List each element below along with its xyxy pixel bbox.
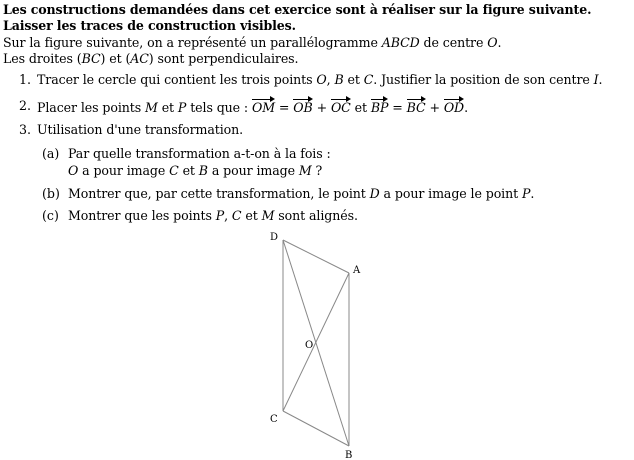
math-p: P [215,208,225,223]
text: . [598,72,603,87]
intro-line-2 [3,51,298,67]
vector-bc: BC [406,100,426,115]
text: Tracer le cercle qui contient les trois points [37,72,317,87]
math-c: C [169,163,179,178]
math-o: O [68,163,79,178]
text: , [326,72,335,87]
label-o: O [305,340,314,351]
math-d: D [369,186,380,201]
question-2-number: 2. [19,98,32,113]
text: , [224,208,232,223]
question-1-text [37,72,602,88]
text: et [157,100,178,115]
text: de centre [419,35,488,50]
vector-od: OD [443,100,465,115]
math-o: O [316,72,327,87]
text: et [241,208,262,223]
math-i: I [593,72,599,87]
text: + [425,100,444,115]
vector-oc: OC [330,100,351,115]
text: . [464,100,468,115]
text: Les droites ( [3,51,82,66]
question-3b-label: (b) [42,186,60,201]
question-3b-text [68,186,534,202]
text: = [275,100,294,115]
text: tels que : [186,100,252,115]
text: Sur la figure suivante, on a représenté un parallélogramme [3,35,382,50]
math-p: P [177,100,187,115]
parallelogram-figure [265,228,375,460]
label-a: A [353,265,361,276]
math-bc: BC [81,51,101,66]
question-3a-label: (a) [42,146,60,161]
instructions-bold: Les constructions demandées dans cet exercice sont à réaliser sur la figure suivante. Laisser les traces de construction visibles. [3,2,592,33]
text: . [497,35,502,50]
text: et [178,163,199,178]
question-3c-text [68,208,358,224]
label-c: C [270,414,278,425]
label-b: B [345,450,353,460]
vector-ob: OB [293,100,313,115]
question-3c-label: (c) [42,208,59,223]
vector-om: OM [251,100,276,115]
math-c: C [231,208,242,223]
text: Montrer que, par cette transformation, le point [68,186,370,201]
segment-da [283,240,349,273]
question-3-title: Utilisation d'une transformation. [37,122,244,137]
text: + [312,100,331,115]
math-abcd: ABCD [381,35,420,50]
question-3-number: 3. [19,122,32,137]
math-c: C [363,72,374,87]
text: . [530,186,535,201]
text: ? [311,163,323,178]
parallelogram-outline [283,240,349,446]
text: ) et ( [100,51,131,66]
text: . Justifier la position de son centre [373,72,594,87]
question-3a-line-2 [68,163,322,179]
text: = [388,100,407,115]
math-b: B [198,163,208,178]
text: a pour image [207,163,299,178]
math-p: P [521,186,531,201]
text: a pour image [78,163,170,178]
math-m: M [145,100,158,115]
math-o: O [487,35,498,50]
question-1-number: 1. [19,72,32,87]
text: Montrer que les points [68,208,216,223]
math-ac: AC [130,51,149,66]
intro-line-1 [3,35,501,51]
diagonal-ac [283,273,349,411]
text: et [350,100,371,115]
math-m: M [261,208,275,223]
text: et [343,72,364,87]
label-d: D [270,232,279,243]
question-2-text [37,98,468,116]
text: sont alignés. [274,208,358,223]
text: a pour image le point [379,186,522,201]
math-b: B [334,72,344,87]
text: ) sont perpendiculaires. [148,51,299,66]
text: Placer les points [37,100,145,115]
math-m: M [298,163,312,178]
question-3a-line-1: Par quelle transformation a-t-on à la fois : [68,146,331,161]
vector-bp: BP [370,100,389,115]
